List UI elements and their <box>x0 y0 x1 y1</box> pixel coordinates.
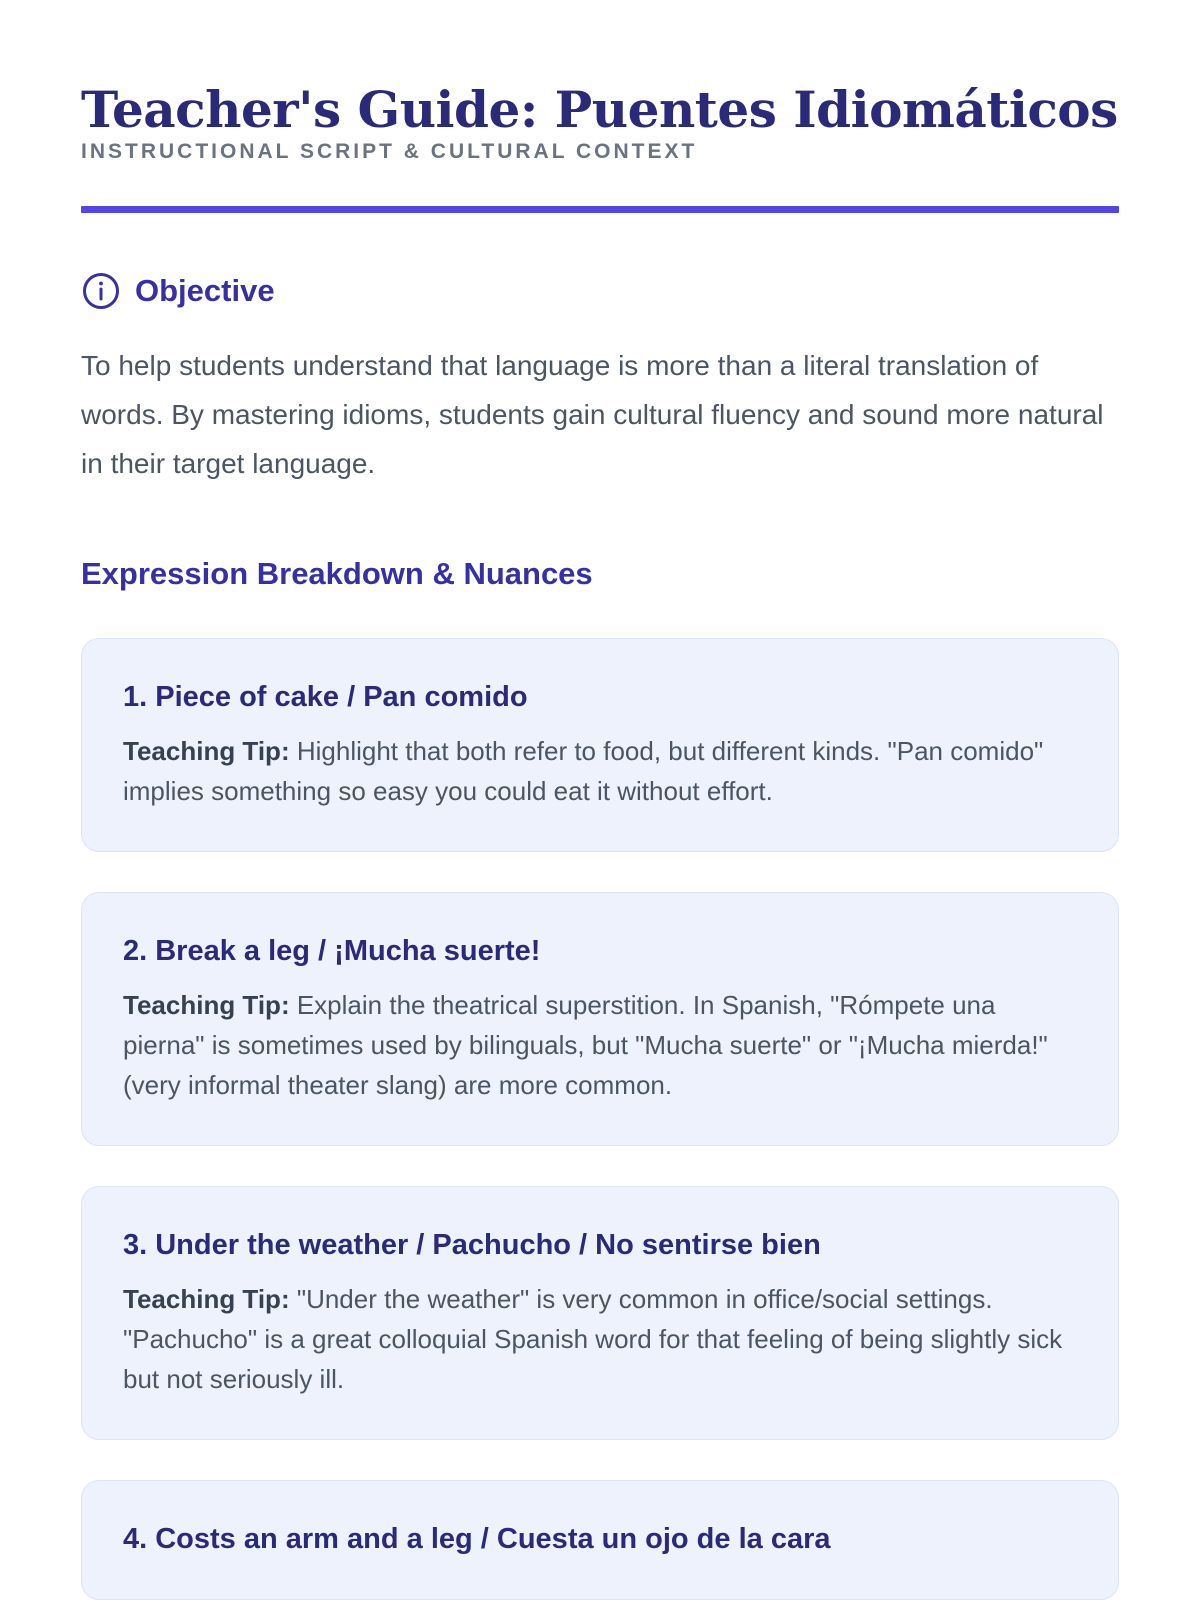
objective-heading: Objective <box>135 273 275 308</box>
expression-title: 1. Piece of cake / Pan comido <box>123 681 528 713</box>
expression-title: 2. Break a leg / ¡Mucha suerte! <box>123 935 541 967</box>
info-circle-icon <box>81 271 121 311</box>
expression-title: 3. Under the weather / Pachucho / No sentirse bien <box>123 1229 821 1261</box>
expression-card <box>81 638 1119 852</box>
teaching-tip <box>123 1279 1078 1399</box>
teaching-tip <box>123 731 1078 811</box>
teaching-tip-text: "Under the weather" is very common in office/social settings. "Pachucho" is a great colloquial Spanish word for that feeling of being slightly sick but not seriously ill. <box>123 1284 1063 1394</box>
header-divider <box>81 206 1119 213</box>
expression-card <box>81 1480 1119 1600</box>
teaching-tip <box>123 985 1078 1105</box>
page-subtitle: INSTRUCTIONAL SCRIPT & CULTURAL CONTEXT <box>81 140 698 163</box>
teaching-tip-text: Highlight that both refer to food, but different kinds. "Pan comido" implies something so easy you could eat it without effort. <box>123 736 1044 806</box>
objective-text: To help students understand that language is more than a literal translation of words. By mastering idioms, students gain cultural fluency and sound more natural in their target language. <box>81 350 1104 479</box>
header <box>81 0 1119 213</box>
breakdown-heading: Expression Breakdown & Nuances <box>81 556 593 591</box>
expression-card <box>81 892 1119 1146</box>
objective-header <box>81 271 1119 311</box>
teaching-tip-text: Explain the theatrical superstition. In Spanish, "Rómpete una pierna" is sometimes used by bilinguals, but "Mucha suerte" or "¡Mucha mierda!" (very informal theater slang) are more common. <box>123 990 1048 1100</box>
expression-title: 4. Costs an arm and a leg / Cuesta un ojo de la cara <box>123 1523 831 1555</box>
teaching-tip-label: Teaching Tip: <box>123 1284 290 1314</box>
teaching-tip-label: Teaching Tip: <box>123 736 290 766</box>
teaching-tip-label: Teaching Tip: <box>123 990 290 1020</box>
page-title: Teacher's Guide: Puentes Idiomáticos <box>81 80 1118 139</box>
expression-list <box>81 638 1119 1600</box>
expression-card <box>81 1186 1119 1440</box>
